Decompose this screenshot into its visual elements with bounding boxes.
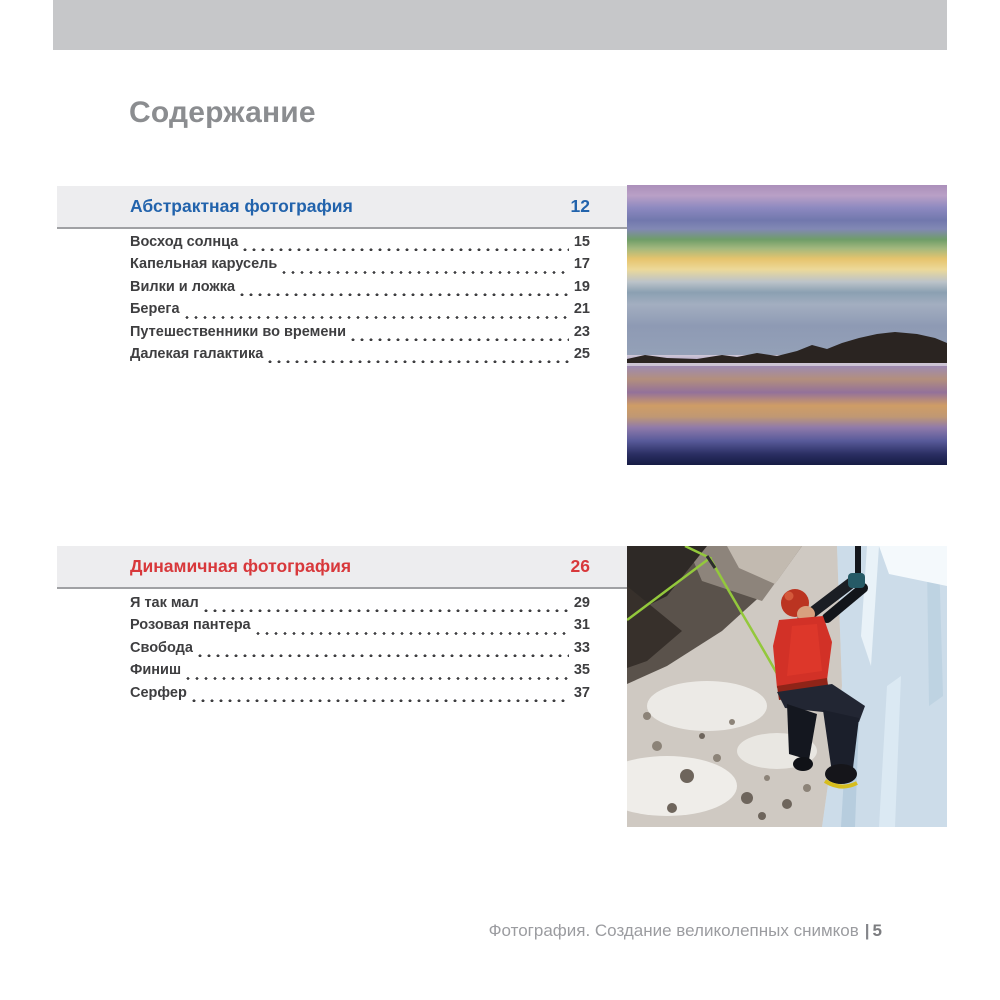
section-title: Динамичная фотография bbox=[130, 556, 352, 576]
leader-dots bbox=[280, 256, 569, 278]
toc-entry-page-number: 19 bbox=[573, 278, 590, 295]
toc-entry-page-number: 33 bbox=[573, 639, 590, 656]
toc-entry-row[interactable] bbox=[130, 256, 590, 278]
toc-entry-row[interactable] bbox=[130, 301, 590, 323]
toc-entry-label: Серфер bbox=[130, 684, 187, 701]
toc-entry-page-number: 23 bbox=[573, 323, 590, 340]
toc-entry-page-number: 15 bbox=[573, 234, 590, 250]
leader-dots bbox=[349, 324, 569, 346]
page-title: Содержание bbox=[129, 96, 316, 129]
top-gray-bar bbox=[53, 0, 947, 50]
toc-entry-row[interactable] bbox=[130, 595, 590, 617]
footer bbox=[0, 921, 882, 941]
leader-dots bbox=[254, 617, 569, 639]
toc-entry-label: Берега bbox=[130, 301, 180, 318]
toc-entry-row[interactable] bbox=[130, 662, 590, 684]
toc-entry-label: Вилки и ложка bbox=[130, 278, 236, 295]
section-page-number: 26 bbox=[570, 556, 590, 576]
leader-dots bbox=[196, 640, 569, 662]
footer-separator: | bbox=[864, 921, 870, 940]
toc-entry-page-number: 17 bbox=[573, 256, 590, 273]
leader-dots bbox=[190, 685, 569, 707]
toc-entry-row[interactable] bbox=[130, 234, 590, 256]
footer-page-number: 5 bbox=[872, 921, 882, 940]
toc-entry-label: Розовая пантера bbox=[130, 617, 251, 634]
leader-dots bbox=[266, 346, 569, 368]
toc-entry-page-number: 29 bbox=[573, 595, 590, 611]
toc-entry-row[interactable] bbox=[130, 279, 590, 301]
leader-dots bbox=[184, 662, 569, 684]
toc-entry-label: Путешественники во времени bbox=[130, 323, 347, 340]
toc-entry-page-number: 37 bbox=[573, 684, 590, 701]
section-title: Абстрактная фотография bbox=[130, 196, 353, 216]
toc-entry-page-number: 21 bbox=[573, 301, 590, 318]
toc-entry-page-number: 31 bbox=[573, 617, 590, 634]
leader-dots bbox=[202, 595, 569, 617]
toc-entry-label: Восход солнца bbox=[130, 234, 239, 250]
abstract-sunset-photo bbox=[627, 185, 947, 465]
toc-entry-label: Капельная карусель bbox=[130, 256, 278, 273]
ice-climber-photo bbox=[627, 546, 947, 827]
footer-book-title: Фотография. Создание великолепных снимков bbox=[488, 921, 859, 940]
toc-list bbox=[130, 234, 590, 368]
toc-entry-row[interactable] bbox=[130, 346, 590, 368]
leader-dots bbox=[183, 301, 569, 323]
toc-entry-row[interactable] bbox=[130, 685, 590, 707]
toc-entry-label: Свобода bbox=[130, 639, 193, 656]
leader-dots bbox=[238, 279, 569, 301]
section-header-band[interactable] bbox=[57, 546, 627, 589]
section-header-band[interactable] bbox=[57, 186, 627, 229]
toc-entry-row[interactable] bbox=[130, 617, 590, 639]
leader-dots bbox=[241, 234, 569, 256]
toc-entry-row[interactable] bbox=[130, 640, 590, 662]
toc-entry-label: Финиш bbox=[130, 662, 182, 679]
section-page-number: 12 bbox=[570, 196, 590, 216]
toc-entry-label: Далекая галактика bbox=[130, 345, 264, 362]
toc-entry-page-number: 35 bbox=[573, 662, 590, 679]
toc-entry-row[interactable] bbox=[130, 324, 590, 346]
toc-entry-page-number: 25 bbox=[573, 345, 590, 362]
toc-list bbox=[130, 595, 590, 707]
toc-entry-label: Я так мал bbox=[130, 595, 199, 611]
